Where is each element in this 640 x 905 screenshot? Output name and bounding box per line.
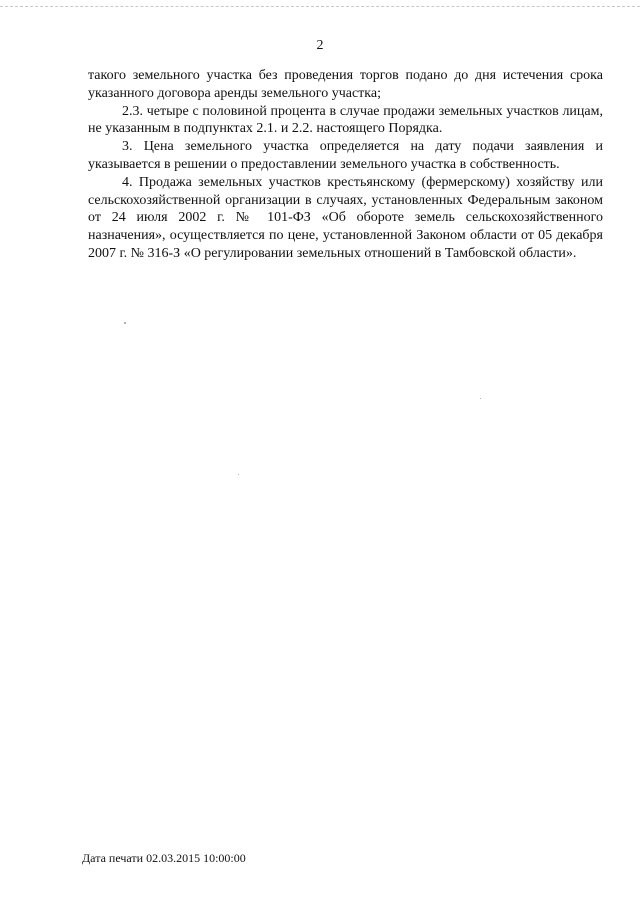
scan-speck bbox=[480, 398, 481, 399]
scan-speck bbox=[124, 322, 126, 324]
document-body bbox=[88, 67, 603, 263]
paragraph-item-2-3: 2.3. четыре с половиной процента в случае продажи земельных участков лицам, не указанным в подпунктах 2.1. и 2.2. настоящего Порядка. bbox=[88, 103, 603, 137]
scan-edge-line bbox=[0, 6, 640, 7]
footer-print-date: Дата печати 02.03.2015 10:00:00 bbox=[82, 851, 246, 865]
page-number: 2 bbox=[316, 38, 324, 53]
paragraph-continuation: такого земельного участка без проведения торгов подано до дня истечения срока указанного договора аренды земельного участка; bbox=[88, 68, 603, 101]
paragraph-item-4: 4. Продажа земельных участков крестьянскому (фермерскому) хозяйству или сельскохозяйственной организации в случаях, установленных Федеральным законом от 24 июля 2002 г. № 101-ФЗ «Об обороте земель сельскохозяйственного назначения», осуществляется по цене, установленной Законом области от 05 декабря 2007 г. № 316-З «О регулировании земельных отношений в Тамбовской области». bbox=[88, 174, 603, 261]
paragraph-item-3: 3. Цена земельного участка определяется на дату подачи заявления и указывается в решении о предоставлении земельного участка в собственность. bbox=[88, 139, 603, 172]
scan-speck bbox=[238, 474, 239, 475]
